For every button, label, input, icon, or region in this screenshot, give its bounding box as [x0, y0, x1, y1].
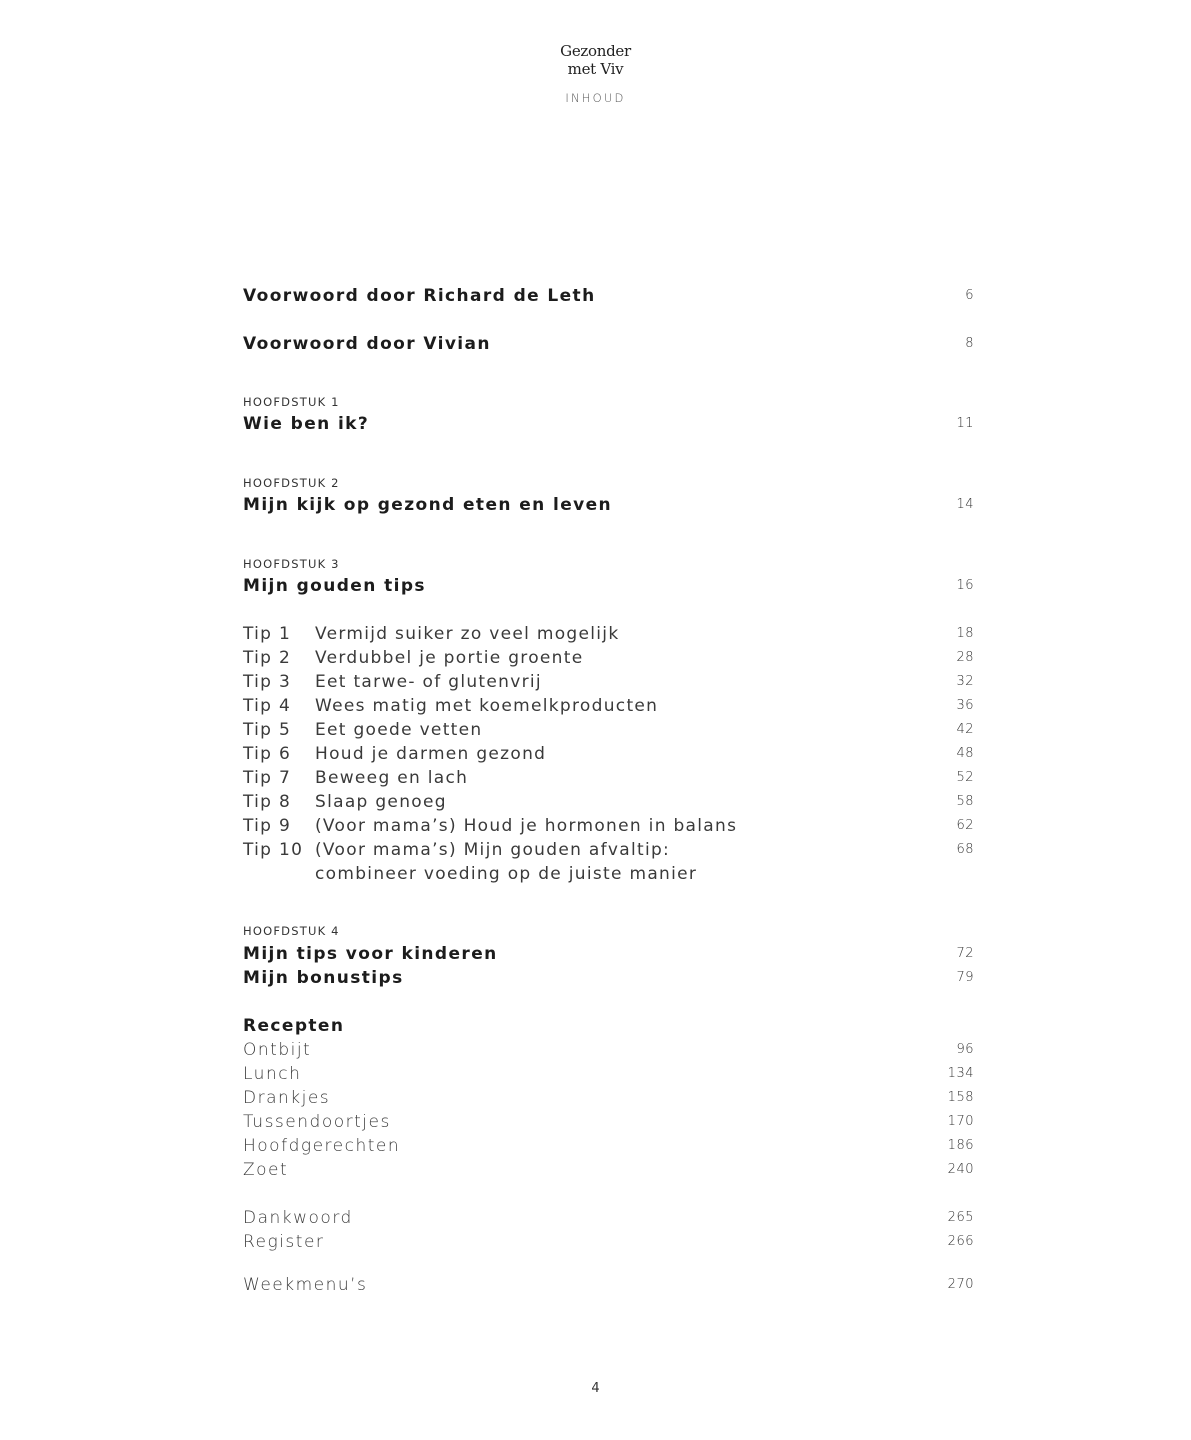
tip-number: Tip 3 — [243, 672, 292, 692]
chapter-label-text: HOOFDSTUK 1 — [243, 395, 340, 409]
toc-entry-tip-5[interactable] — [243, 720, 974, 744]
entry-page: 14 — [956, 497, 974, 512]
chapter-label-text: HOOFDSTUK 2 — [243, 476, 340, 490]
tip-number: Tip 7 — [243, 768, 292, 788]
entry-page: 240 — [947, 1162, 974, 1177]
tip-title: (Voor mama’s) Mijn gouden afvaltip: — [315, 840, 671, 860]
toc-entry-bonus-tips[interactable] — [243, 968, 974, 992]
entry-page: 42 — [956, 722, 974, 737]
tip-title-line2: combineer voeding op de juiste manier — [315, 864, 698, 884]
book-title-line1: Gezonder — [560, 42, 631, 60]
tip-title: Wees matig met koemelkproducten — [315, 696, 659, 716]
tip-number: Tip 1 — [243, 624, 292, 644]
entry-page: 72 — [956, 946, 974, 961]
entry-title: Mijn tips voor kinderen — [243, 944, 498, 964]
entry-title: Drankjes — [243, 1088, 331, 1108]
toc-entry-dankwoord[interactable] — [243, 1208, 974, 1232]
toc-entry-tip-4[interactable] — [243, 696, 974, 720]
chapter-label — [243, 557, 974, 573]
toc-entry-recipe[interactable] — [243, 1088, 974, 1112]
chapter-label — [243, 395, 974, 411]
entry-page: 16 — [956, 578, 974, 593]
entry-title: Ontbijt — [243, 1040, 312, 1060]
tip-title: Vermijd suiker zo veel mogelijk — [315, 624, 620, 644]
toc-entry-chapter-2[interactable] — [243, 495, 974, 519]
entry-title: Weekmenu’s — [243, 1275, 368, 1295]
tip-number: Tip 10 — [243, 840, 304, 860]
entry-page: 8 — [965, 336, 974, 351]
entry-page: 96 — [956, 1042, 974, 1057]
tip-title: (Voor mama’s) Houd je hormonen in balans — [315, 816, 738, 836]
tip-title: Verdubbel je portie groente — [315, 648, 584, 668]
page-header — [0, 42, 1191, 105]
entry-page: 52 — [956, 770, 974, 785]
entry-title: Zoet — [243, 1160, 289, 1180]
tip-title: Eet goede vetten — [315, 720, 483, 740]
toc-entry-tip-8[interactable] — [243, 792, 974, 816]
recipes-heading-text: Recepten — [243, 1016, 345, 1036]
entry-page: 62 — [956, 818, 974, 833]
tip-title: Eet tarwe- of glutenvrij — [315, 672, 542, 692]
entry-title: Mijn gouden tips — [243, 576, 426, 596]
entry-page: 58 — [956, 794, 974, 809]
toc-entry-recipe[interactable] — [243, 1112, 974, 1136]
entry-title: Mijn bonustips — [243, 968, 404, 988]
page-number: 4 — [591, 1381, 600, 1396]
entry-page: 270 — [947, 1277, 974, 1292]
entry-title: Mijn kijk op gezond eten en leven — [243, 495, 613, 515]
book-title-line2: met Viv — [567, 60, 624, 78]
chapter-label-text: HOOFDSTUK 4 — [243, 924, 340, 938]
toc-entry-tip-10[interactable] — [243, 840, 974, 888]
entry-title: Wie ben ik? — [243, 414, 370, 434]
toc-entry-foreword-vivian[interactable] — [243, 334, 974, 358]
toc-entry-foreword-richard[interactable] — [243, 286, 974, 310]
tip-title: Beweeg en lach — [315, 768, 469, 788]
entry-title: Dankwoord — [243, 1208, 353, 1228]
tip-number: Tip 2 — [243, 648, 292, 668]
entry-page: 11 — [956, 416, 974, 431]
entry-title: Lunch — [243, 1064, 302, 1084]
chapter-label-text: HOOFDSTUK 3 — [243, 557, 340, 571]
toc-entry-tip-9[interactable] — [243, 816, 974, 840]
chapter-label — [243, 924, 974, 940]
entry-page: 186 — [947, 1138, 974, 1153]
toc-entry-tip-6[interactable] — [243, 744, 974, 768]
book-title — [0, 42, 1191, 78]
entry-page: 6 — [965, 288, 974, 303]
tip-title: Houd je darmen gezond — [315, 744, 547, 764]
toc-entry-recipe[interactable] — [243, 1160, 974, 1184]
entry-title: Voorwoord door Vivian — [243, 334, 491, 354]
toc-entry-weekmenus[interactable] — [243, 1275, 974, 1299]
tip-number: Tip 9 — [243, 816, 292, 836]
entry-page: 266 — [947, 1234, 974, 1249]
entry-page: 265 — [947, 1210, 974, 1225]
toc-entry-recipe[interactable] — [243, 1136, 974, 1160]
entry-page: 68 — [956, 842, 974, 857]
chapter-label — [243, 476, 974, 492]
toc-entry-chapter-3[interactable] — [243, 576, 974, 600]
entry-page: 79 — [956, 970, 974, 985]
tip-title: Slaap genoeg — [315, 792, 447, 812]
toc-entry-tip-3[interactable] — [243, 672, 974, 696]
tip-number: Tip 4 — [243, 696, 292, 716]
entry-page: 158 — [947, 1090, 974, 1105]
entry-title: Tussendoortjes — [243, 1112, 391, 1132]
entry-page: 134 — [947, 1066, 974, 1081]
entry-page: 18 — [956, 626, 974, 641]
toc-entry-chapter-1[interactable] — [243, 414, 974, 438]
entry-page: 170 — [947, 1114, 974, 1129]
tip-number: Tip 6 — [243, 744, 292, 764]
entry-title: Register — [243, 1232, 325, 1252]
entry-title: Voorwoord door Richard de Leth — [243, 286, 596, 306]
entry-page: 32 — [956, 674, 974, 689]
recipes-heading — [243, 1016, 974, 1040]
toc-entry-tip-1[interactable] — [243, 624, 974, 648]
toc-entry-recipe[interactable] — [243, 1064, 974, 1088]
toc-entry-register[interactable] — [243, 1232, 974, 1256]
toc-entry-recipe[interactable] — [243, 1040, 974, 1064]
entry-page: 36 — [956, 698, 974, 713]
entry-title: Hoofdgerechten — [243, 1136, 401, 1156]
entry-page: 48 — [956, 746, 974, 761]
entry-page: 28 — [956, 650, 974, 665]
toc-entry-tip-2[interactable] — [243, 648, 974, 672]
tip-number: Tip 5 — [243, 720, 292, 740]
tip-number: Tip 8 — [243, 792, 292, 812]
section-title: INHOUD — [565, 91, 626, 105]
toc-entry-chapter-4[interactable] — [243, 944, 974, 968]
toc-entry-tip-7[interactable] — [243, 768, 974, 792]
